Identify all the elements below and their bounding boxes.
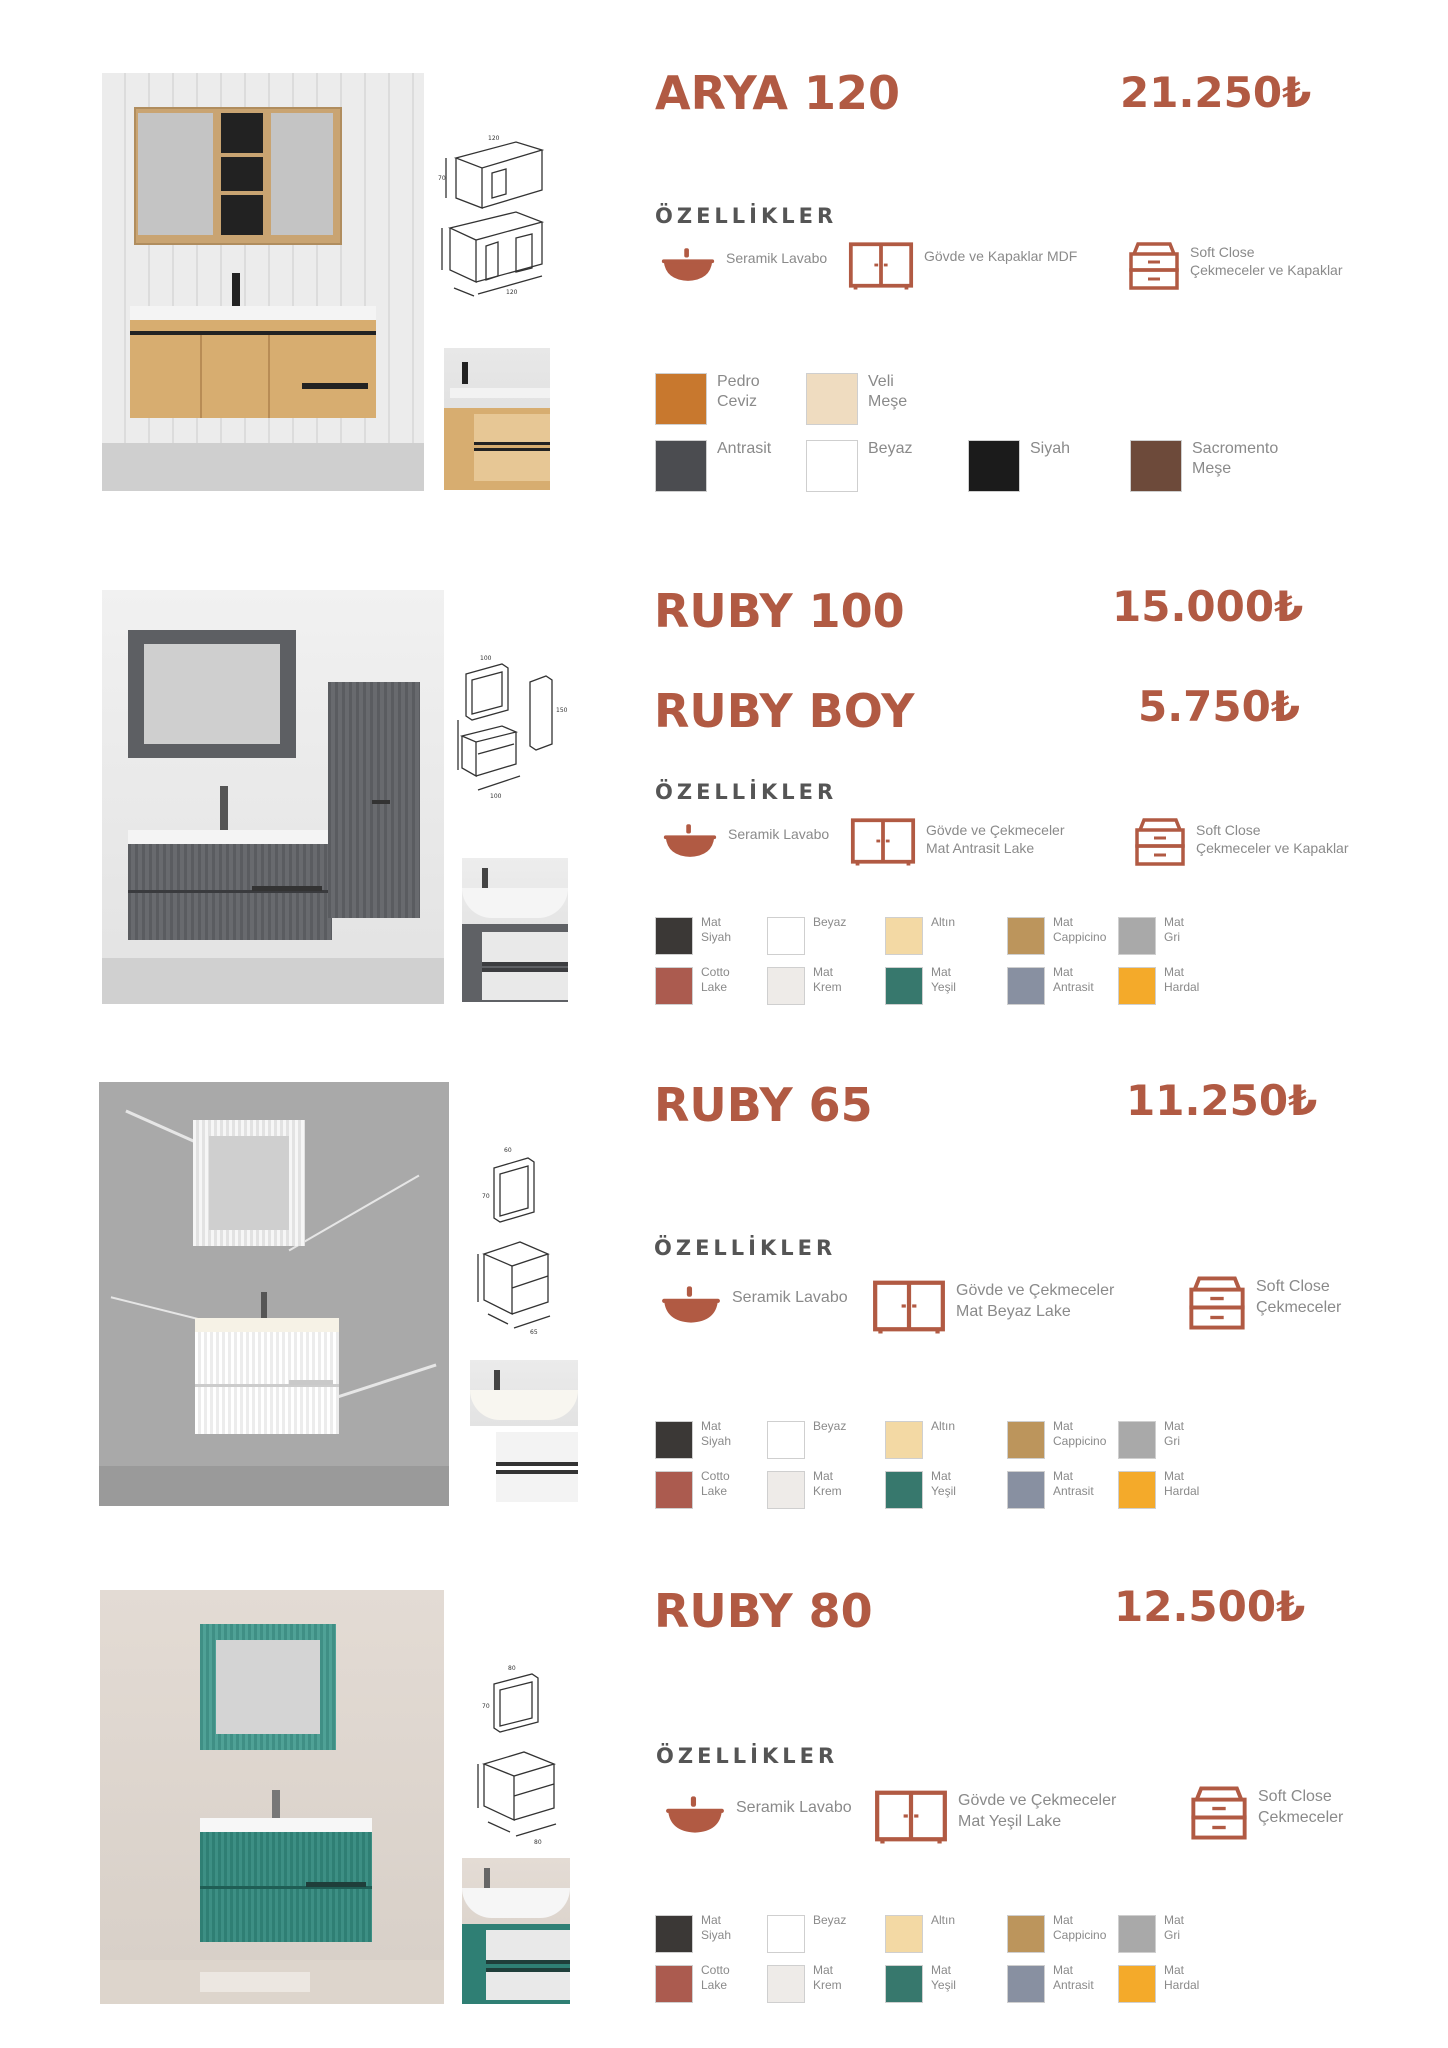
- svg-text:150: 150: [556, 707, 568, 714]
- swatch-color: [1007, 917, 1045, 955]
- svg-text:70: 70: [438, 175, 446, 182]
- detail-photo-ruby-100: [462, 858, 568, 1002]
- swatch-label: Sacromento Meşe: [1192, 440, 1279, 477]
- color-swatch: [885, 1915, 955, 1953]
- swatch-label: Veli Meşe: [868, 373, 908, 410]
- color-swatch: [655, 1471, 730, 1509]
- color-swatch: [1118, 917, 1184, 955]
- color-swatch: [1118, 1965, 1199, 2003]
- swatch-color: [806, 440, 858, 492]
- drawers-icon: [1188, 1272, 1246, 1334]
- technical-drawing-arya-120: [436, 128, 554, 318]
- detail-photo-arya-120: [444, 348, 550, 490]
- feature-soft-close: [1134, 814, 1349, 870]
- swatch-color: [1007, 1915, 1045, 1953]
- color-swatch: [885, 967, 956, 1005]
- feature-label: Gövde ve Çekmeceler Mat Beyaz Lake: [956, 1282, 1115, 1320]
- swatch-color: [885, 917, 923, 955]
- color-swatch: [767, 967, 842, 1005]
- feature-label: Soft Close Çekmeceler ve Kapaklar: [1196, 821, 1349, 856]
- cabinet-doors-icon: [850, 816, 916, 866]
- feature-label: Seramik Lavabo: [728, 825, 830, 842]
- svg-text:70: 70: [482, 1193, 490, 1200]
- features-heading: ÖZELLİKLER: [656, 1744, 839, 1768]
- feature-ceramic-sink: [660, 1284, 848, 1326]
- swatch-label: Mat Siyah: [701, 1419, 732, 1448]
- swatch-color: [767, 917, 805, 955]
- swatch-color: [655, 373, 707, 425]
- svg-text:100: 100: [480, 655, 492, 662]
- swatch-color: [885, 1915, 923, 1953]
- color-swatch: [1007, 917, 1106, 955]
- swatch-color: [1118, 917, 1156, 955]
- swatch-color: [655, 440, 707, 492]
- product-price: 15.000₺: [1112, 582, 1304, 631]
- product-photo-ruby-80: [100, 1590, 444, 2004]
- color-swatch: [655, 917, 731, 955]
- swatch-label: Mat Krem: [813, 1963, 842, 1992]
- sink-icon: [664, 1794, 726, 1836]
- features-heading: ÖZELLİKLER: [655, 780, 838, 804]
- feature-ceramic-sink: [660, 246, 827, 284]
- color-swatch: [1007, 1965, 1094, 2003]
- swatch-label: Altın: [931, 915, 956, 929]
- swatch-color: [655, 1471, 693, 1509]
- swatch-label: Siyah: [1030, 440, 1071, 457]
- swatch-label: Mat Gri: [1164, 1913, 1185, 1942]
- color-swatch: [1007, 1471, 1094, 1509]
- svg-text:120: 120: [506, 289, 518, 296]
- color-swatch: [655, 1421, 731, 1459]
- swatch-label: Mat Antrasit: [1053, 1469, 1094, 1498]
- color-swatch: [655, 967, 730, 1005]
- swatch-color: [655, 967, 693, 1005]
- swatch-color: [655, 1421, 693, 1459]
- feature-label: Seramik Lavabo: [736, 1798, 852, 1816]
- swatch-color: [885, 1471, 923, 1509]
- product-title: RUBY 80: [654, 1584, 873, 1638]
- technical-drawing-ruby-100: [450, 650, 570, 818]
- feature-ceramic-sink: [662, 822, 829, 860]
- swatch-label: Beyaz: [813, 915, 847, 929]
- color-swatch: [1118, 1421, 1184, 1459]
- feature-label: Seramik Lavabo: [732, 1288, 848, 1306]
- svg-text:80: 80: [534, 1839, 542, 1846]
- swatch-color: [1118, 1421, 1156, 1459]
- color-swatch: [1118, 967, 1199, 1005]
- color-swatch: [767, 1915, 846, 1953]
- svg-text:120: 120: [488, 135, 500, 142]
- color-swatch: [1118, 1915, 1184, 1953]
- swatch-color: [1007, 967, 1045, 1005]
- swatch-label: Mat Antrasit: [1053, 965, 1094, 994]
- color-swatch: [885, 1421, 955, 1459]
- color-swatch: [1007, 1421, 1106, 1459]
- swatch-color: [767, 1915, 805, 1953]
- feature-label: Soft Close Çekmeceler: [1256, 1278, 1342, 1316]
- feature-label: Soft Close Çekmeceler ve Kapaklar: [1190, 243, 1343, 278]
- feature-body-drawers: [850, 816, 1065, 866]
- swatch-color: [1118, 1965, 1156, 2003]
- swatch-label: Mat Krem: [813, 965, 842, 994]
- color-swatch: [885, 917, 955, 955]
- cabinet-doors-icon: [872, 1278, 946, 1334]
- color-swatch: [968, 440, 1070, 492]
- swatch-label: Cotto Lake: [701, 1963, 730, 1992]
- feature-label: Gövde ve Çekmeceler Mat Antrasit Lake: [926, 821, 1065, 856]
- swatch-label: Mat Yeşil: [931, 1469, 956, 1498]
- swatch-color: [885, 1421, 923, 1459]
- cabinet-doors-icon: [848, 240, 914, 290]
- swatch-color: [885, 967, 923, 1005]
- product-price: 21.250₺: [1120, 68, 1312, 117]
- detail-photo-ruby-65: [470, 1360, 578, 1506]
- swatch-color: [767, 1965, 805, 2003]
- swatch-label: Beyaz: [868, 440, 913, 457]
- color-swatch: [767, 917, 846, 955]
- color-swatch: [767, 1965, 842, 2003]
- swatch-color: [1007, 1965, 1045, 2003]
- technical-drawing-ruby-80: [470, 1660, 570, 1850]
- feature-label: Seramik Lavabo: [726, 249, 828, 266]
- feature-body-doors: [848, 240, 1077, 290]
- color-swatch: [806, 440, 912, 492]
- product-title: RUBY 65: [654, 1078, 873, 1132]
- svg-text:65: 65: [530, 1329, 538, 1336]
- swatch-label: Mat Gri: [1164, 915, 1185, 944]
- swatch-label: Mat Yeşil: [931, 965, 956, 994]
- color-swatch: [1007, 1915, 1106, 1953]
- swatch-label: Mat Cappicino: [1053, 1913, 1107, 1942]
- color-swatch: [655, 440, 771, 492]
- product-price-secondary: 5.750₺: [1138, 682, 1301, 731]
- swatch-label: Mat Gri: [1164, 1419, 1185, 1448]
- swatch-color: [1007, 1471, 1045, 1509]
- color-swatch: [1007, 967, 1094, 1005]
- product-title: RUBY 100: [654, 584, 905, 638]
- swatch-color: [767, 1421, 805, 1459]
- swatch-label: Altın: [931, 1419, 956, 1433]
- technical-drawing-ruby-65: [470, 1142, 566, 1342]
- swatch-label: Mat Antrasit: [1053, 1963, 1094, 1992]
- drawers-icon: [1134, 814, 1186, 870]
- color-swatch: [655, 373, 760, 425]
- features-heading: ÖZELLİKLER: [654, 1236, 837, 1260]
- swatch-color: [1118, 967, 1156, 1005]
- color-swatch: [885, 1965, 956, 2003]
- swatch-color: [655, 1915, 693, 1953]
- product-title: ARYA 120: [655, 66, 901, 120]
- color-swatch: [806, 373, 907, 425]
- sink-icon: [662, 822, 718, 860]
- swatch-label: Cotto Lake: [701, 1469, 730, 1498]
- product-photo-arya-120: [102, 73, 424, 491]
- feature-label: Soft Close Çekmeceler: [1258, 1788, 1344, 1826]
- drawers-icon: [1128, 238, 1180, 294]
- swatch-color: [655, 1965, 693, 2003]
- drawers-icon: [1190, 1782, 1248, 1844]
- product-photo-ruby-65: [99, 1082, 449, 1506]
- detail-photo-ruby-80: [462, 1858, 570, 2004]
- product-photo-ruby-100: [102, 590, 444, 1004]
- swatch-color: [1130, 440, 1182, 492]
- features-heading: ÖZELLİKLER: [655, 204, 838, 228]
- swatch-color: [655, 917, 693, 955]
- color-swatch: [1118, 1471, 1199, 1509]
- swatch-label: Mat Hardal: [1164, 1469, 1200, 1498]
- color-swatch: [655, 1965, 730, 2003]
- product-price: 11.250₺: [1126, 1076, 1318, 1125]
- swatch-color: [1118, 1915, 1156, 1953]
- swatch-label: Pedro Ceviz: [717, 373, 760, 410]
- swatch-label: Altın: [931, 1913, 956, 1927]
- color-swatch: [767, 1421, 846, 1459]
- color-swatch: [885, 1471, 956, 1509]
- cabinet-doors-icon: [874, 1788, 948, 1844]
- swatch-color: [885, 1965, 923, 2003]
- feature-soft-close: [1128, 238, 1343, 294]
- svg-text:70: 70: [482, 1703, 490, 1710]
- swatch-label: Mat Siyah: [701, 1913, 732, 1942]
- feature-label: Gövde ve Çekmeceler Mat Yeşil Lake: [958, 1792, 1117, 1830]
- swatch-label: Mat Yeşil: [931, 1963, 956, 1992]
- sink-icon: [660, 246, 716, 284]
- feature-ceramic-sink: [664, 1794, 852, 1836]
- swatch-label: Cotto Lake: [701, 965, 730, 994]
- swatch-label: Mat Krem: [813, 1469, 842, 1498]
- swatch-label: Mat Hardal: [1164, 965, 1200, 994]
- swatch-label: Mat Cappicino: [1053, 915, 1107, 944]
- swatch-label: Antrasit: [717, 440, 772, 457]
- feature-soft-close: [1190, 1782, 1343, 1844]
- product-title-secondary: RUBY BOY: [654, 684, 915, 738]
- swatch-color: [767, 967, 805, 1005]
- swatch-color: [1118, 1471, 1156, 1509]
- color-swatch: [767, 1471, 842, 1509]
- swatch-label: Beyaz: [813, 1419, 847, 1433]
- swatch-color: [1007, 1421, 1045, 1459]
- feature-label: Gövde ve Kapaklar MDF: [924, 247, 1078, 264]
- svg-text:80: 80: [508, 1665, 516, 1672]
- swatch-color: [968, 440, 1020, 492]
- color-swatch: [655, 1915, 731, 1953]
- sink-icon: [660, 1284, 722, 1326]
- swatch-label: Mat Cappicino: [1053, 1419, 1107, 1448]
- feature-body-drawers: [874, 1788, 1116, 1844]
- swatch-color: [806, 373, 858, 425]
- feature-soft-close: [1188, 1272, 1341, 1334]
- color-swatch: [1130, 440, 1278, 492]
- product-price: 12.500₺: [1114, 1582, 1306, 1631]
- swatch-color: [767, 1471, 805, 1509]
- swatch-label: Mat Siyah: [701, 915, 732, 944]
- feature-body-drawers: [872, 1278, 1114, 1334]
- svg-text:100: 100: [490, 793, 502, 800]
- swatch-label: Beyaz: [813, 1913, 847, 1927]
- swatch-label: Mat Hardal: [1164, 1963, 1200, 1992]
- svg-text:60: 60: [504, 1147, 512, 1154]
